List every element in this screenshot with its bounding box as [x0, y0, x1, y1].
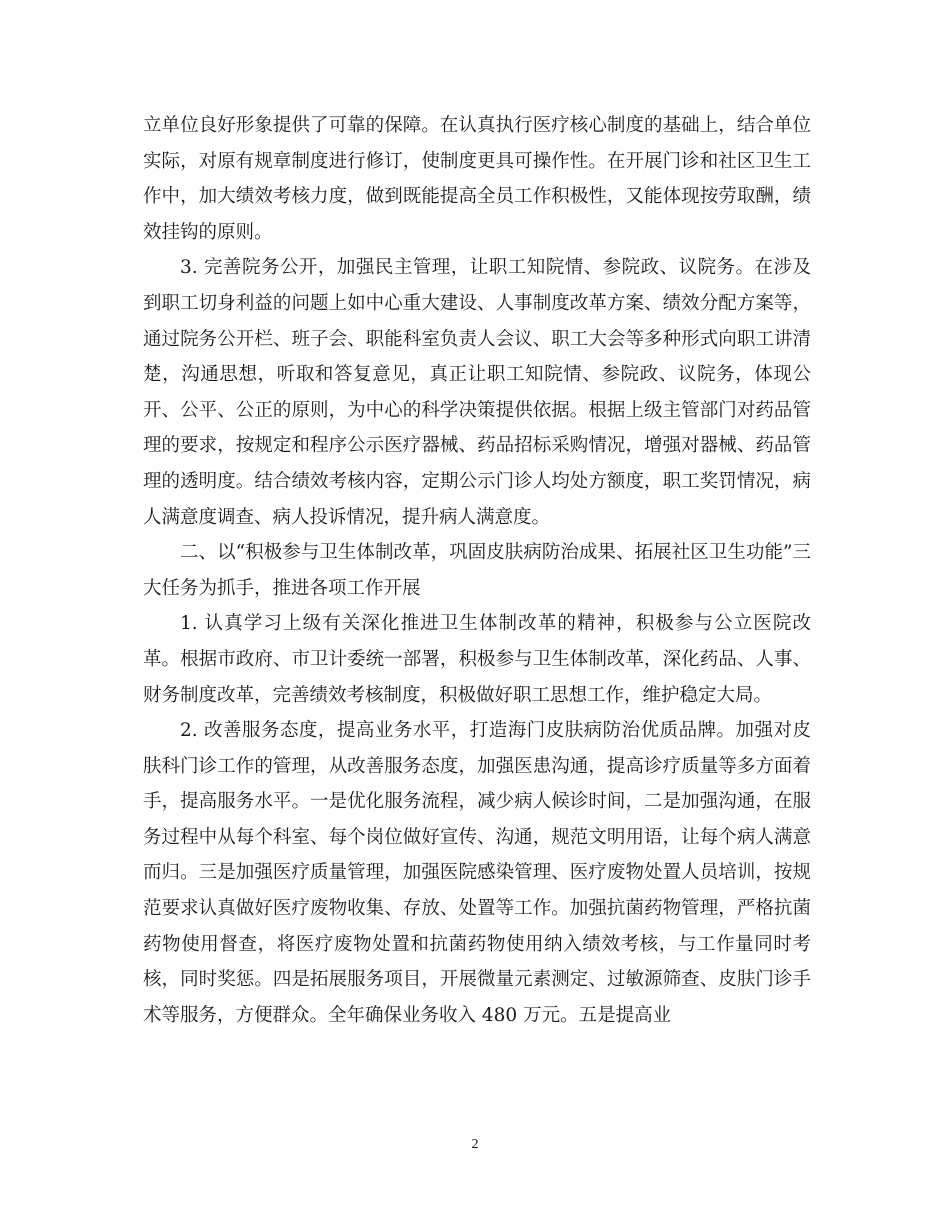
paragraph-item-1: 1. 认真学习上级有关深化推进卫生体制改革的精神，积极参与公立医院改革。根据市政府、市卫计委统一部署，积极参与卫生体制改革，深化药品、人事、财务制度改革，完善绩效考核制度，积极做好职工思想工作，维护稳定大局。: [143, 613, 811, 706]
page-number: 2: [471, 1137, 479, 1152]
section-heading-2: 二、以“积极参与卫生体制改革，巩固皮肤病防治成果、拓展社区卫生功能”三大任务为抓手，推进各项工作开展: [143, 542, 811, 599]
document-body: [143, 108, 811, 1033]
paragraph-item-2: 2. 改善服务态度，提高业务水平，打造海门皮肤病防治优质品牌。加强对皮肤科门诊工作的管理，从改善服务态度，加强医患沟通，提高诊疗质量等多方面着手，提高服务水平。一是优化服务流程，减少病人候诊时间，二是加强沟通，在服务过程中从每个科室、每个岗位做好宣传、沟通，规范文明用语，让每个病人满意而归。三是加强医疗质量管理，加强医院感染管理、医疗废物处置人员培训，按规范要求认真做好医疗废物收集、存放、处置等工作。加强抗菌药物管理，严格抗菌药物使用督查，将医疗废物处置和抗菌药物使用纳入绩效考核，与工作量同时考核，同时奖惩。四是拓展服务项目，开展微量元素测定、过敏源筛查、皮肤门诊手术等服务，方便群众。全年确保业务收入 480 万元。五是提高业: [143, 720, 811, 1026]
paragraph-continuation: 立单位良好形象提供了可靠的保障。在认真执行医疗核心制度的基础上，结合单位实际，对原有规章制度进行修订，使制度更具可操作性。在开展门诊和社区卫生工作中，加大绩效考核力度，做到既能提高全员工作积极性，又能体现按劳取酬，绩效挂钩的原则。: [143, 115, 811, 243]
paragraph-item-3: 3. 完善院务公开，加强民主管理，让职工知院情、参院政、议院务。在涉及到职工切身利益的问题上如中心重大建设、人事制度改革方案、绩效分配方案等，通过院务公开栏、班子会、职能科室负责人会议、职工大会等多种形式向职工讲清楚，沟通思想，听取和答复意见，真正让职工知院情、参院政、议院务，体现公开、公平、公正的原则，为中心的科学决策提供依据。根据上级主管部门对药品管理的要求，按规定和程序公示医疗器械、药品招标采购情况，增强对器械、药品管理的透明度。结合绩效考核内容，定期公示门诊人均处方额度，职工奖罚情况，病人满意度调查、病人投诉情况，提升病人满意度。: [143, 257, 811, 528]
